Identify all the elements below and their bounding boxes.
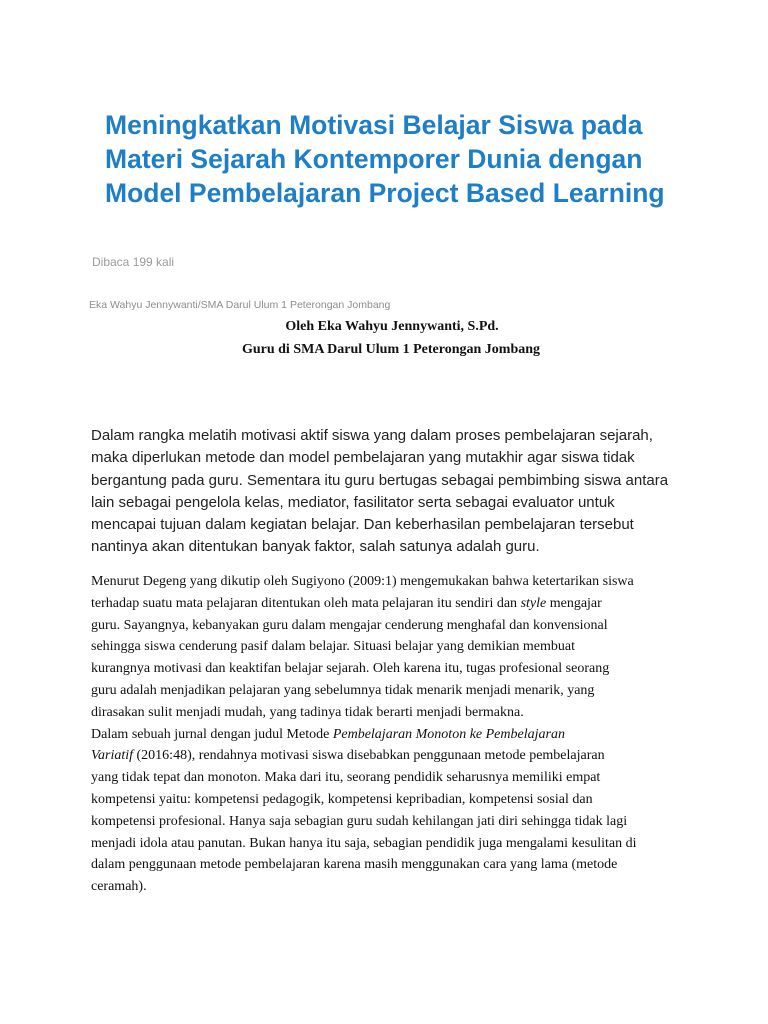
image-caption: Eka Wahyu Jennywanti/SMA Darul Ulum 1 Peterongan Jombang xyxy=(89,299,391,311)
body-line: sehingga siswa cenderung pasif dalam belajar. Situasi belajar yang demikian membuat xyxy=(91,639,576,655)
italic-journal-title: Pembelajaran Monoton ke Pembelajaran xyxy=(332,726,565,742)
intro-line: maka diperlukan metode dan model pembelajaran yang mutakhir agar siswa tidak xyxy=(91,449,635,467)
body-line: dirasakan sulit menjadi mudah, yang tadinya tidak berarti menjadi bermakna. xyxy=(91,704,524,720)
intro-line: Dalam rangka melatih motivasi aktif siswa yang dalam proses pembelajaran sejarah, xyxy=(91,427,653,444)
body-text xyxy=(91,571,691,898)
text-segment: (2016:48), rendahnya motivasi siswa disebabkan penggunaan metode pembelajaran xyxy=(133,748,605,764)
byline-author: Oleh Eka Wahyu Jennywanti, S.Pd. xyxy=(285,319,499,334)
paragraph-degeng xyxy=(91,571,691,724)
body-line: menjadi idola atau panutan. Bukan hanya itu saja, sebagian pendidik juga mengalami kesulitan di xyxy=(91,835,637,851)
intro-line: mencapai tujuan dalam kegiatan belajar. Dan keberhasilan pembelajaran tersebut xyxy=(91,516,634,534)
body-line: guru adalah menjadikan pelajaran yang sebelumnya tidak menarik menjadi menarik, yang xyxy=(91,682,595,698)
intro-line: bergantung pada guru. Sementara itu guru bertugas sebagai pembimbing siswa antara xyxy=(91,471,669,489)
view-count: Dibaca 199 kali xyxy=(92,255,175,269)
text-segment: mengajar xyxy=(546,595,602,611)
italic-term: style xyxy=(520,595,547,611)
body-line: dalam penggunaan metode pembelajaran karena masih menggunakan cara yang lama (metode xyxy=(91,857,618,873)
body-line: Menurut Degeng yang dikutip oleh Sugiyono (2009:1) mengemukakan bahwa ketertarikan siswa xyxy=(91,574,634,589)
intro-line: lain sebagai pengelola kelas, mediator, fasilitator serta sebagai evaluator untuk xyxy=(91,493,615,511)
body-line: yang tidak tepat dan monoton. Maka dari itu, seorang pendidik seharusnya memiliki empat xyxy=(91,770,601,786)
italic-journal-title: Variatif xyxy=(91,748,134,764)
body-line: kompetensi profesional. Hanya saja sebagian guru sudah kehilangan jati diri sehingga tidak lagi xyxy=(91,813,628,829)
byline-role: Guru di SMA Darul Ulum 1 Peterongan Jombang xyxy=(241,342,541,357)
intro-paragraph xyxy=(91,425,691,559)
body-line xyxy=(91,745,691,767)
text-segment: Dalam sebuah jurnal dengan judul Metode xyxy=(91,726,333,742)
text-segment: terhadap suatu mata pelajaran ditentukan oleh mata pelajaran itu sendiri dan xyxy=(91,595,521,611)
body-line xyxy=(91,593,691,615)
body-line xyxy=(91,724,691,746)
body-line: kompetensi yaitu: kompetensi pedagogik, kompetensi kepribadian, kompetensi sosial dan xyxy=(91,791,593,807)
body-line: guru. Sayangnya, kebanyakan guru dalam mengajar cenderung menghafal dan konvensional xyxy=(91,617,608,633)
paragraph-jurnal xyxy=(91,724,691,898)
body-line: ceramah). xyxy=(91,879,147,895)
body-line: kurangnya motivasi dan keaktifan belajar sejarah. Oleh karena itu, tugas profesional seorang xyxy=(91,661,610,677)
intro-line: nantinya akan ditentukan banyak faktor, salah satunya adalah guru. xyxy=(91,538,540,556)
article-title: Meningkatkan Motivasi Belajar Siswa pada Materi Sejarah Kontemporer Dunia dengan Model Pembelajaran Project Based Learning xyxy=(105,110,665,208)
